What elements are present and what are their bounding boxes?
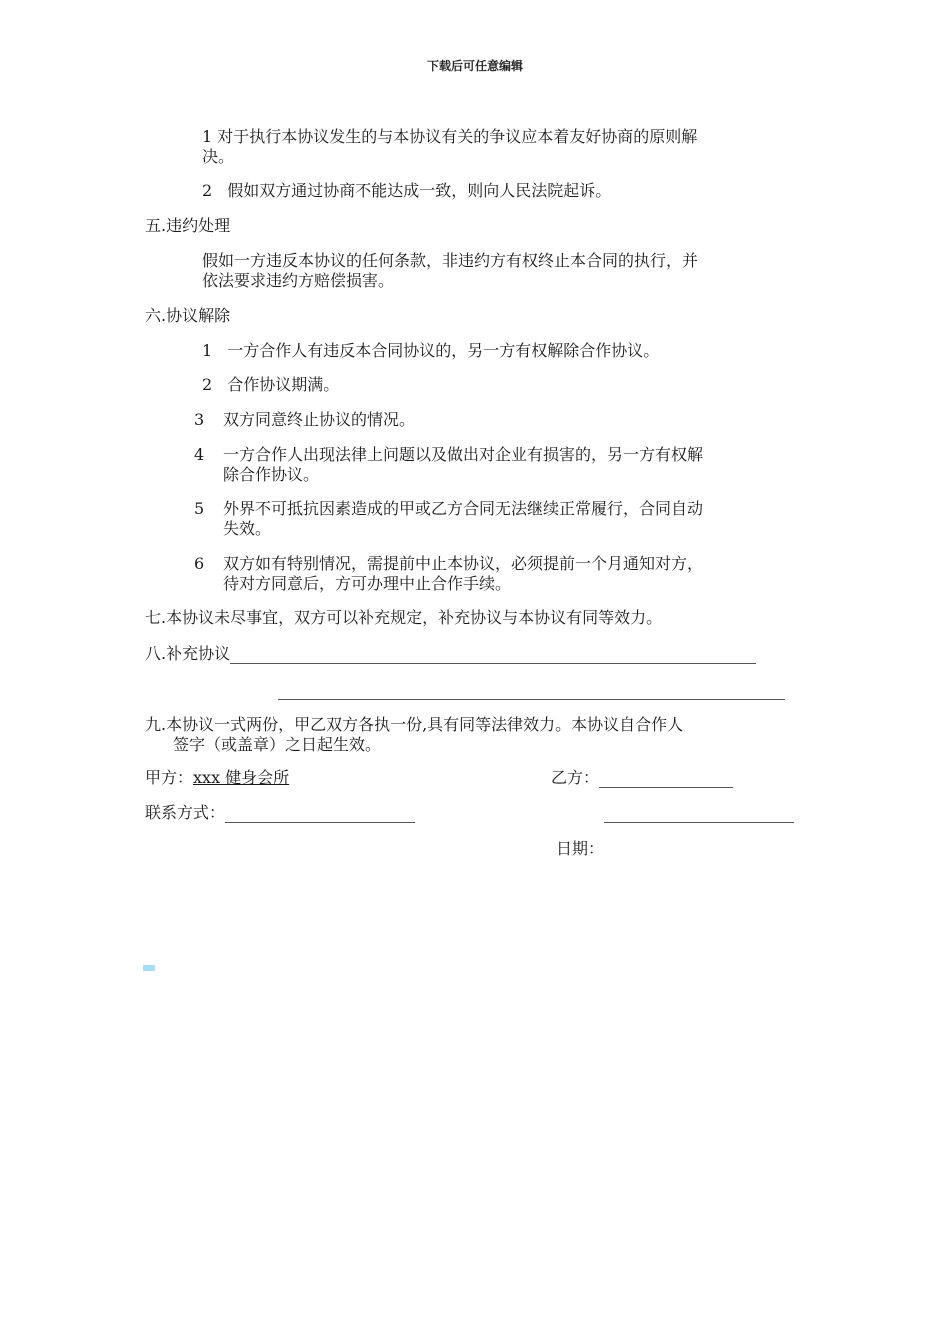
s4-item-2 (202, 181, 611, 201)
s6-item-6-num: 6 (194, 554, 205, 573)
party-b-contact-line[interactable] (604, 808, 794, 823)
s5-body (202, 251, 698, 291)
s8-fill-line-1[interactable] (230, 649, 756, 664)
page-marker (143, 965, 155, 971)
s6-item-4-line1: 一方合作人出现法律上问题以及做出对企业有损害的，另一方有权解 (223, 445, 704, 464)
s6-item-6-line2: 待对方同意后，方可办理中止合作手续。 (223, 574, 512, 593)
s6-item-3-text: 双方同意终止协议的情况。 (223, 410, 416, 429)
s8-label: 八.补充协议 (145, 644, 231, 663)
s9-line2: 签字（或盖章）之日起生效。 (173, 735, 382, 754)
contact-row (145, 803, 415, 823)
s6-item-3-num: 3 (194, 410, 205, 429)
s6-item-6 (194, 554, 814, 594)
s9-body (145, 715, 683, 755)
s4-item-1-line1: 对于执行本协议发生的与本协议有关的争议应本着友好协商的原则解 (217, 127, 698, 146)
s4-item-1-line2: 决。 (202, 147, 235, 166)
s8-row-2 (278, 680, 785, 700)
contact-line[interactable] (225, 808, 415, 823)
s6-item-2 (202, 375, 339, 395)
s6-item-5-num: 5 (194, 499, 205, 518)
party-b-row (551, 768, 733, 788)
s5-line1: 假如一方违反本协议的任何条款，非违约方有权终止本合同的执行，并 (202, 251, 699, 270)
s6-item-5-line2: 失效。 (223, 519, 272, 538)
party-b-line[interactable] (599, 773, 733, 788)
s6-item-1 (202, 341, 659, 361)
s6-item-1-num: 1 (202, 341, 213, 360)
s6-item-4 (194, 445, 814, 485)
s4-item-1-num: 1 (202, 127, 213, 146)
s6-title: 六.协议解除 (145, 306, 231, 325)
party-a-label: 甲方： (145, 768, 194, 787)
party-a-value: xxx 健身会所 (193, 768, 290, 787)
s5-title: 五.违约处理 (145, 216, 231, 235)
header-note: 下载后可任意编辑 (426, 59, 523, 73)
s6-item-1-text: 一方合作人有违反本合同协议的，另一方有权解除合作协议。 (227, 341, 660, 360)
s6-item-2-text: 合作协议期满。 (227, 375, 340, 394)
party-b-contact-row (604, 803, 794, 823)
s4-item-2-text: 假如双方通过协商不能达成一致，则向人民法院起诉。 (227, 181, 612, 200)
s6-item-6-line1: 双方如有特别情况，需提前中止本协议，必须提前一个月通知对方， (223, 554, 704, 573)
s7-text: 七.本协议未尽事宜，双方可以补充规定，补充协议与本协议有同等效力。 (145, 608, 663, 627)
s4-item-2-num: 2 (202, 181, 213, 200)
party-b-label: 乙方： (551, 768, 600, 787)
s9-line1: 九.本协议一式两份，甲乙双方各执一份,具有同等法律效力。本协议自合作人 (145, 715, 684, 734)
s4-item-1 (202, 127, 697, 167)
s6-item-3 (194, 410, 416, 430)
s6-item-4-line2: 除合作协议。 (223, 465, 320, 484)
s8-row (145, 644, 756, 664)
contact-label: 联系方式： (145, 803, 226, 822)
party-a-row (145, 768, 289, 788)
s6-item-2-num: 2 (202, 375, 213, 394)
s6-item-5-line1: 外界不可抵抗因素造成的甲或乙方合同无法继续正常履行，合同自动 (223, 499, 704, 518)
s5-line2: 依法要求违约方赔偿损害。 (202, 271, 395, 290)
s6-item-5 (194, 499, 814, 539)
s6-item-4-num: 4 (194, 445, 205, 464)
s8-fill-line-2[interactable] (278, 685, 785, 700)
date-label: 日期： (556, 839, 605, 858)
